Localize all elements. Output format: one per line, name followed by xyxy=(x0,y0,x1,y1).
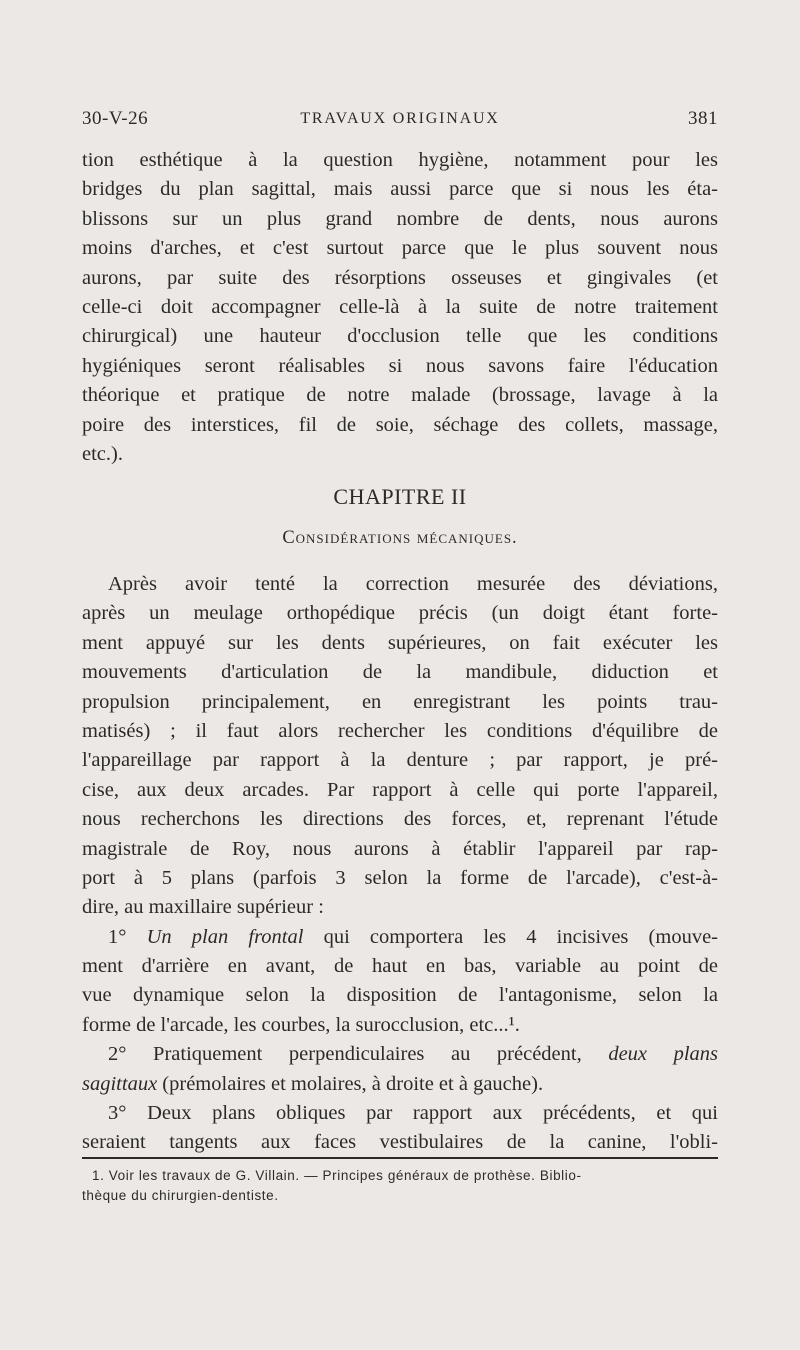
text-fragment: Pratiquement perpendiculaires au précédent, xyxy=(153,1043,582,1066)
text-line: cise, aux deux arcades. Par rapport à celle qui porte l'appareil, xyxy=(82,778,718,801)
text-line: ment d'arrière en avant, de haut en bas, variable au point de xyxy=(82,955,718,978)
text-line: Après avoir tenté la correction mesurée des déviations, xyxy=(108,573,718,595)
text-line: nous recherchons les directions des forces, et, reprenant l'étude xyxy=(82,808,718,831)
text-fragment: Deux plans obliques par rapport aux précédents, et qui xyxy=(147,1102,718,1125)
text-line: hygiéniques seront réalisables si nous savons faire l'éducation xyxy=(82,354,718,377)
text-line: celle-ci doit accompagner celle-là à la suite de notre traitement xyxy=(82,295,718,318)
text-line: aurons, par suite des résorptions osseuses et gingivales (et xyxy=(82,266,718,289)
text-line: port à 5 plans (parfois 3 selon la forme de l'arcade), c'est-à- xyxy=(82,866,718,889)
list-item-2-line xyxy=(82,1070,718,1099)
text-line: après un meulage orthopédique précis (un doigt étant forte- xyxy=(82,602,718,625)
text-line: ment appuyé sur les dents supérieures, on fait exécuter les xyxy=(82,631,718,654)
text-line: propulsion principalement, en enregistrant les points trau- xyxy=(82,690,718,713)
paragraph-2 xyxy=(82,570,718,1158)
text-line: dire, au maxillaire supérieur : xyxy=(82,896,324,919)
list-item-1-line xyxy=(82,923,718,952)
text-line: tion esthétique à la question hygiène, notamment pour les xyxy=(82,149,718,171)
list-number: 3° xyxy=(108,1102,127,1125)
chapter-heading: CHAPITRE II xyxy=(333,484,467,509)
footnotes xyxy=(82,1166,718,1206)
text-line: bridges du plan sagittal, mais aussi parce que si nous les éta- xyxy=(82,178,718,201)
emphasis: deux plans xyxy=(608,1043,718,1066)
issue-date: 30-V-26 xyxy=(82,108,149,129)
text-line: vue dynamique selon la disposition de l'antagonisme, selon la xyxy=(82,984,718,1007)
text-line: seraient tangents aux faces vestibulaires de la canine, l'obli- xyxy=(82,1131,718,1154)
emphasis: sagittaux xyxy=(82,1072,158,1095)
text-fragment: qui comportera les 4 incisives (mouve- xyxy=(323,925,718,948)
running-head xyxy=(82,108,718,138)
text-line: forme de l'arcade, les courbes, la surocclusion, etc...¹. xyxy=(82,1013,520,1036)
text-fragment: (prémolaires et molaires, à droite et à gauche). xyxy=(162,1072,544,1095)
text-line: théorique et pratique de notre malade (brossage, lavage à la xyxy=(82,384,718,407)
text-line: chirurgical) une hauteur d'occlusion telle que les conditions xyxy=(82,325,718,348)
list-item-2-line xyxy=(82,1040,718,1069)
list-item-3-line xyxy=(82,1099,718,1128)
list-number: 2° xyxy=(108,1043,127,1066)
text-line: l'appareillage par rapport à la denture ; par rapport, je pré- xyxy=(82,749,718,772)
page-number: 381 xyxy=(688,108,718,129)
text-line: moins d'arches, et c'est surtout parce que le plus souvent nous xyxy=(82,237,718,260)
list-number: 1° xyxy=(108,925,127,948)
text-line: etc.). xyxy=(82,442,123,465)
text-line: blissons sur un plus grand nombre de dents, nous aurons xyxy=(82,207,718,230)
text-line: mouvements d'articulation de la mandibule, diduction et xyxy=(82,661,718,684)
paragraph-1 xyxy=(82,146,718,469)
footnote-line: thèque du chirurgien-dentiste. xyxy=(82,1188,279,1203)
footnote-line: 1. Voir les travaux de G. Villain. — Principes généraux de prothèse. Biblio- xyxy=(92,1168,582,1183)
text-line: matisés) ; il faut alors rechercher les conditions d'équilibre de xyxy=(82,719,718,742)
text-line: poire des interstices, fil de soie, séchage des collets, massage, xyxy=(82,413,718,436)
text-line: magistrale de Roy, nous aurons à établir l'appareil par rap- xyxy=(82,837,718,860)
footnote-divider xyxy=(82,1157,718,1159)
emphasis: Un plan frontal xyxy=(146,925,304,948)
section-title: TRAVAUX ORIGINAUX xyxy=(300,110,500,127)
chapter-subheading: Considérations mécaniques. xyxy=(282,528,518,548)
